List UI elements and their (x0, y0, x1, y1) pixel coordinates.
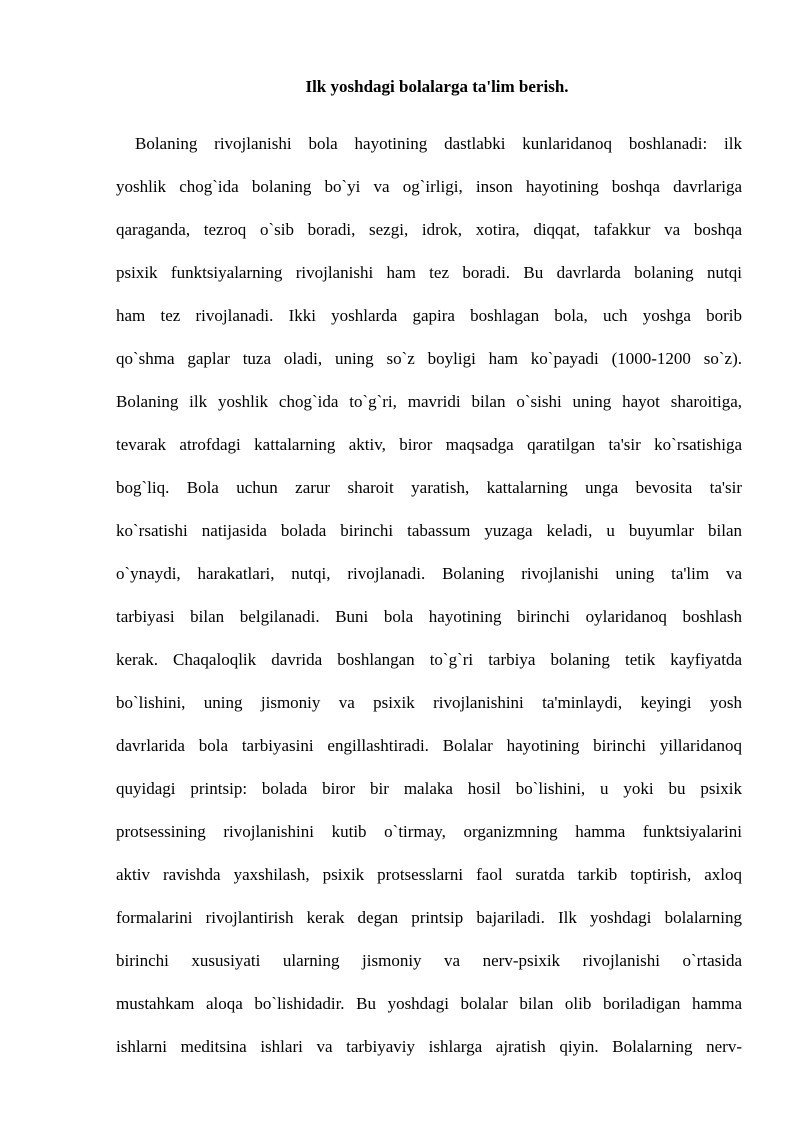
text-line: protsessining rivojlanishini kutib o`tirmay, organizmning hamma funktsiyalarini (116, 822, 742, 841)
text-line: aktiv ravishda yaxshilash, psixik protsesslarni faol suratda tarkib toptirish, axloq (116, 865, 742, 884)
text-line: yoshlik chog`ida bolaning bo`yi va og`irligi, inson hayotining boshqa davrlariga (116, 177, 742, 196)
text-line: Bolaning rivojlanishi bola hayotining dastlabki kunlaridanoq boshlanadi: ilk (135, 134, 742, 153)
text-line: ko`rsatishi natijasida bolada birinchi tabassum yuzaga keladi, u buyumlar bilan (116, 521, 742, 540)
text-line: o`ynaydi, harakatlari, nutqi, rivojlanadi. Bolaning rivojlanishi uning ta'lim va (116, 564, 742, 583)
text-line: birinchi xususiyati ularning jismoniy va nerv-psixik rivojlanishi o`rtasida (116, 951, 742, 970)
text-line: psixik funktsiyalarning rivojlanishi ham tez boradi. Bu davrlarda bolaning nutqi (116, 263, 742, 282)
document-title: Ilk yoshdagi bolalarga ta'lim berish. (305, 77, 569, 96)
text-line: bo`lishini, uning jismoniy va psixik rivojlanishini ta'minlaydi, keyingi yosh (116, 693, 742, 712)
text-line: Bolaning ilk yoshlik chog`ida to`g`ri, mavridi bilan o`sishi uning hayot sharoitiga, (116, 392, 742, 411)
text-line: davrlarida bola tarbiyasini engillashtiradi. Bolalar hayotining birinchi yillaridanoq (116, 736, 742, 755)
text-line: quyidagi printsip: bolada biror bir malaka hosil bo`lishini, u yoki bu psixik (116, 779, 742, 798)
text-line: bog`liq. Bola uchun zarur sharoit yaratish, kattalarning unga bevosita ta'sir (116, 478, 742, 497)
body-paragraph (116, 122, 742, 1068)
text-line: qo`shma gaplar tuza oladi, uning so`z boyligi ham ko`payadi (1000-1200 so`z). (116, 349, 742, 368)
text-line: kerak. Chaqaloqlik davrida boshlangan to`g`ri tarbiya bolaning tetik kayfiyatda (116, 650, 742, 669)
text-line: qaraganda, tezroq o`sib boradi, sezgi, idrok, xotira, diqqat, tafakkur va boshqa (116, 220, 742, 239)
text-line: tarbiyasi bilan belgilanadi. Buni bola hayotining birinchi oylaridanoq boshlash (116, 607, 742, 626)
text-line: ham tez rivojlanadi. Ikki yoshlarda gapira boshlagan bola, uch yoshga borib (116, 306, 742, 325)
text-line: mustahkam aloqa bo`lishidadir. Bu yoshdagi bolalar bilan olib boriladigan hamma (116, 994, 742, 1013)
text-line: formalarini rivojlantirish kerak degan printsip bajariladi. Ilk yoshdagi bolalarning (116, 908, 742, 927)
text-line: ishlarni meditsina ishlari va tarbiyaviy ishlarga ajratish qiyin. Bolalarning nerv- (116, 1037, 742, 1056)
text-line: tevarak atrofdagi kattalarning aktiv, biror maqsadga qaratilgan ta'sir ko`rsatishiga (116, 435, 742, 454)
